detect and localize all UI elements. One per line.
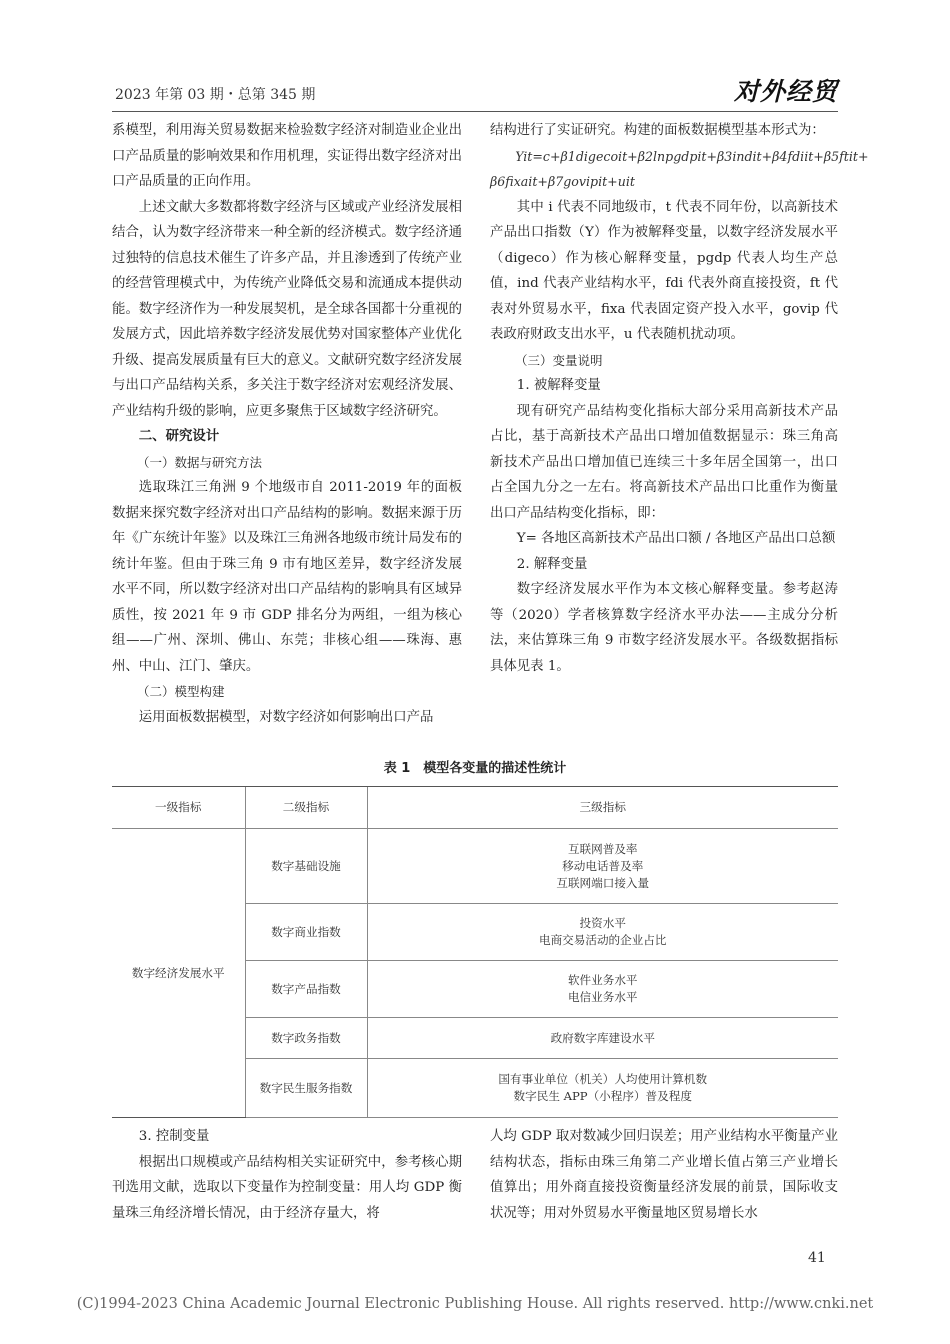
equation-line: β6fixait+β7govipit+uit xyxy=(490,174,635,189)
paragraph: 运用面板数据模型，对数字经济如何影响出口产品 xyxy=(138,709,434,725)
section-heading: 二、研究设计 xyxy=(138,429,220,444)
level3-item: 国有事业单位（机关）人均使用计算机数 xyxy=(498,1072,708,1086)
table-header: 三级指标 xyxy=(367,787,838,829)
table-header: 一级指标 xyxy=(112,787,245,829)
level3-cell xyxy=(367,1018,838,1059)
journal-logo: 对外经贸 xyxy=(733,77,838,106)
level2-cell: 数字商业指数 xyxy=(245,904,367,961)
level2-cell: 数字基础设施 xyxy=(245,829,367,904)
level3-cell xyxy=(367,1059,838,1118)
subsubsection-heading: 1. 被解释变量 xyxy=(516,378,601,393)
equation-line: Yit=c+β1digecoit+β2lnpgdpit+β3indit+β4fdiit+β5ftit+ xyxy=(515,148,869,164)
level3-item: 移动电话普及率 xyxy=(562,858,644,873)
paragraph: 数字经济发展水平作为本文核心解释变量。参考赵涛等（2020）学者核算数字经济水平办法——主成分分析法，来估算珠三角 9 市数字经济发展水平。各级数据指标具体见表 1。 xyxy=(490,582,838,674)
paragraph: 选取珠江三角洲 9 个地级市自 2011-2019 年的面板数据来探究数字经济对出口产品结构的影响。数据来源于历年《广东统计年鉴》以及珠江三角洲各地级市统计局发布的统计年鉴。但由于珠三角 9 市有地区差异，数字经济发展水平不同，所以数字经济对出口产品结构的影响具有区域异质性，按 2021 年 9 市 GDP 排名分为两组，一组为核心组——广州、深圳、佛山、东莞；非核心组——珠海、惠州、中山、江门、肇庆。 xyxy=(112,480,462,674)
paragraph: 结构进行了实证研究。构建的面板数据模型基本形式为： xyxy=(490,123,825,138)
level2-cell: 数字产品指数 xyxy=(245,961,367,1018)
bottom-left-column xyxy=(112,1124,462,1226)
level3-item: 互联网普及率 xyxy=(567,841,638,856)
paragraph: 根据出口规模或产品结构相关实证研究中，参考核心期刊选用文献，选取以下变量作为控制变量：用人均 GDP 衡量珠三角经济增长情况，由于经济存量大，将 xyxy=(112,1154,462,1221)
paragraph: 上述文献大多数都将数字经济与区域或产业经济发展相结合，认为数字经济带来一种全新的经济模式。数字经济通过独特的信息技术催生了许多产品，并且渗透到了传统产业的经营管理模式中，为传统产业降低交易和流通成本提供动能。数字经济作为一种发展契机，是全球各国都十分重视的发展方式，因此培养数字经济发展优势对国家整体产业优化升级、提高发展质量有巨大的意义。文献研究数字经济发展与出口产品结构关系，多关注于数字经济对宏观经济发展、产业结构升级的影响，应更多聚焦于区域数字经济研究。 xyxy=(112,199,462,419)
level3-item: 投资水平 xyxy=(579,916,626,930)
indicator-table xyxy=(112,786,838,1118)
level3-item: 政府数字库建设水平 xyxy=(550,1030,655,1045)
paragraph: 现有研究产品结构变化指标大部分采用高新技术产品占比，基于高新技术产品出口增加值数据显示：珠三角高新技术产品出口增加值已连续三十多年居全国第一，出口占全国九分之一左右。将高新技术产品出口比重作为衡量出口产品结构变化指标，即： xyxy=(490,403,838,521)
right-column xyxy=(490,118,869,679)
paragraph: 人均 GDP 取对数减少回归误差；用产业结构水平衡量产业结构状态，指标由珠三角第二产业增长值占第三产业增长值算出；用外商直接投资衡量经济发展的前景，国际收支状况等；用对外贸易水平衡量地区贸易增长水 xyxy=(490,1129,838,1221)
level1-cell: 数字经济发展水平 xyxy=(112,829,245,1118)
level3-item: 电商交易活动的企业占比 xyxy=(538,933,667,947)
level2-cell: 数字政务指数 xyxy=(245,1018,367,1059)
level3-cell xyxy=(367,829,838,904)
subsection-heading: （一）数据与研究方法 xyxy=(137,454,263,470)
subsection-heading: （三）变量说明 xyxy=(515,352,603,368)
page-number: 41 xyxy=(808,1250,826,1266)
level2-cell: 数字民生服务指数 xyxy=(245,1059,367,1118)
table-header: 二级指标 xyxy=(245,787,367,829)
subsection-heading: （二）模型构建 xyxy=(137,684,225,699)
level3-item: 数字民生 APP（小程序）普及程度 xyxy=(513,1089,692,1103)
bottom-right-column xyxy=(490,1124,838,1226)
paragraph: 其中 i 代表不同地级市，t 代表不同年份，以高新技术产品出口指数（Y）作为被解释变量，以数字经济发展水平（digeco）作为核心解释变量，pgdp 代表人均生产总值，ind 代表产业结构水平，fdi 代表外商直接投资，ft 代表对外贸易水平，fixa 代表固定资产投入水平，govip 代表政府财政支出水平，u 代表随机扰动项。 xyxy=(490,199,838,342)
subsubsection-heading: 3. 控制变量 xyxy=(138,1129,210,1144)
paragraph: 系模型，利用海关贸易数据来检验数字经济对制造业企业出口产品质量的影响效果和作用机理，实证得出数字经济对出口产品质量的正向作用。 xyxy=(112,123,462,189)
level3-cell xyxy=(367,904,838,961)
table-caption: 表 1 模型各变量的描述性统计 xyxy=(383,761,567,776)
header-rule xyxy=(112,111,838,112)
level3-item: 软件业务水平 xyxy=(567,973,638,987)
subsubsection-heading: 2. 解释变量 xyxy=(516,556,588,572)
left-column xyxy=(112,118,462,730)
copyright-footer: (C)1994-2023 China Academic Journal Electronic Publishing House. All rights reserved. http://www.cnki.net xyxy=(76,1296,874,1312)
level3-item: 互联网端口接入量 xyxy=(556,875,650,890)
issue-info: 2023 年第 03 期・总第 345 期 xyxy=(115,87,316,103)
level3-cell xyxy=(367,961,838,1018)
level3-item: 电信业务水平 xyxy=(567,990,638,1004)
formula-text: Y= 各地区高新技术产品出口额 / 各地区产品出口总额 xyxy=(516,531,836,546)
